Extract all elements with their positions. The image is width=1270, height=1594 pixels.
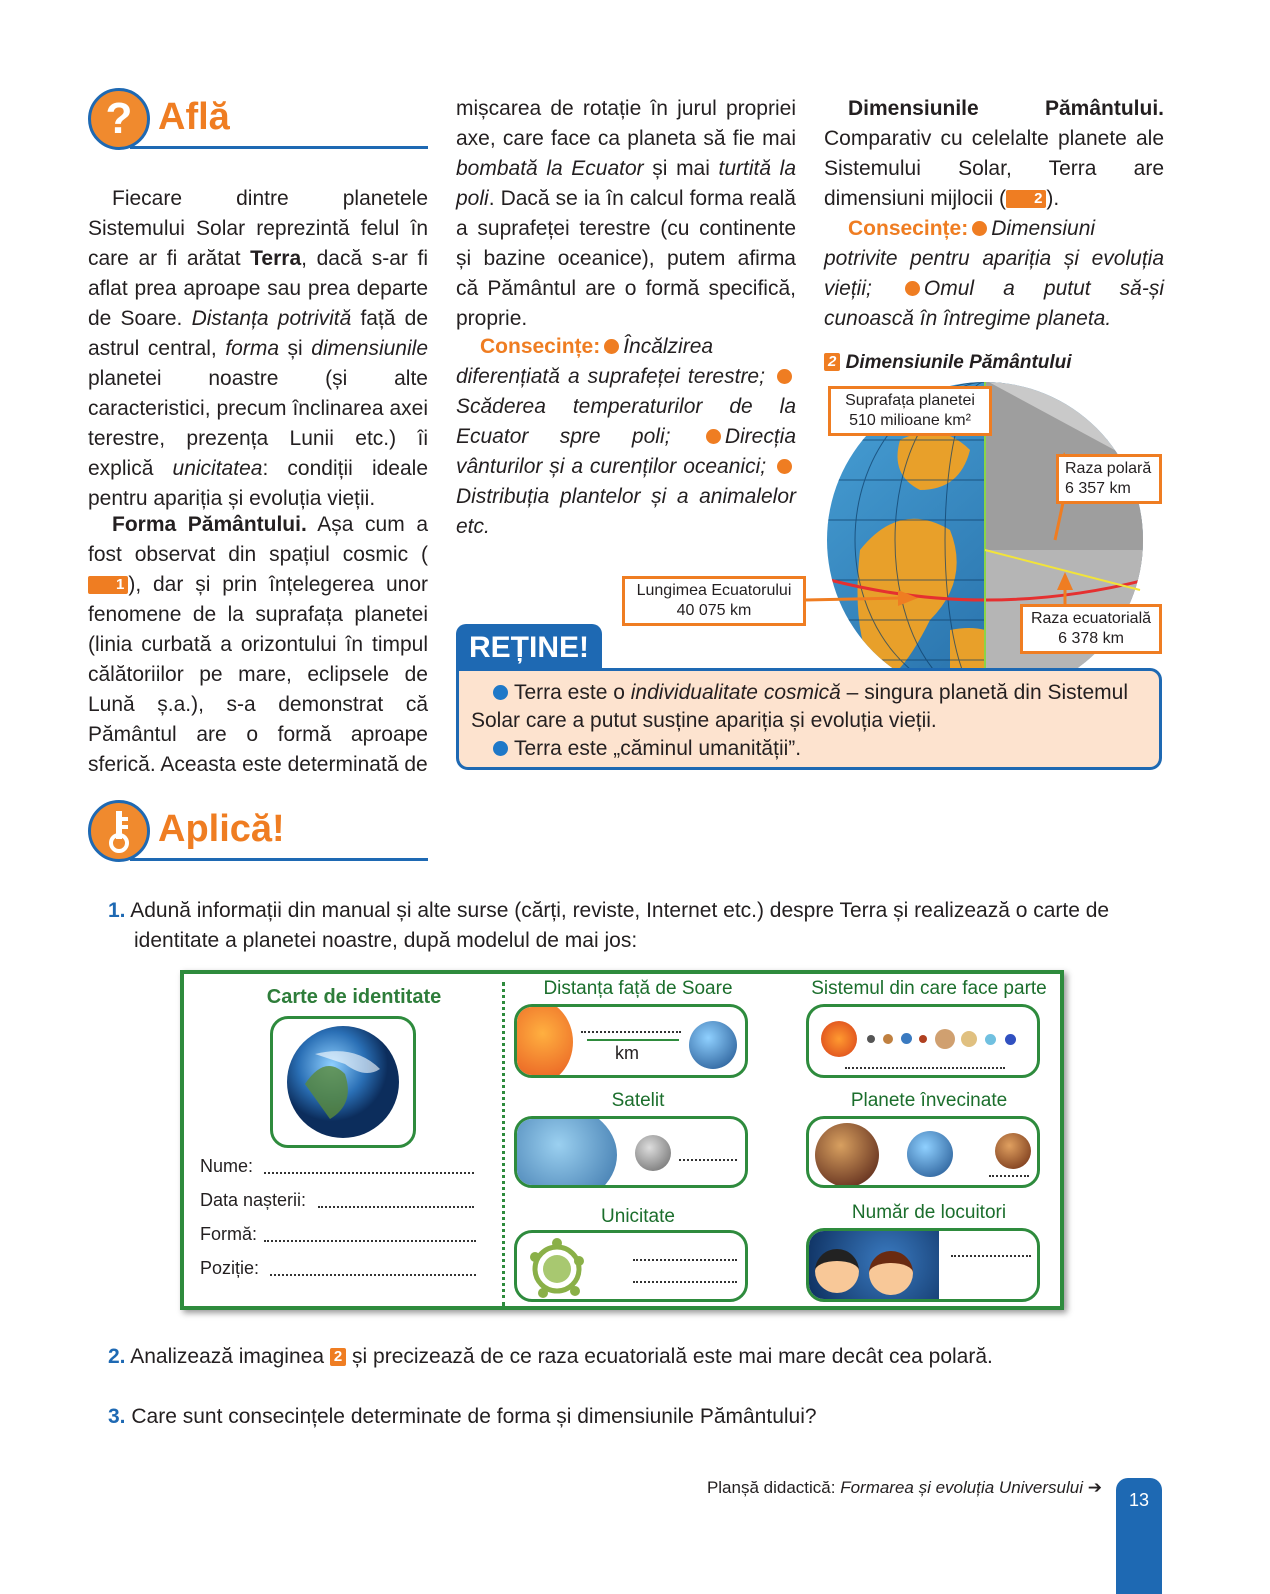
afla-paragraph-1: Fiecare dintre planetele Sistemului Solar reprezintă felul în care ar fi arătat Terra, dacă s-ar fi aflat prea aproape sau prea departe de Soare. Distanța potrivită față de astrul central, forma și dimensiunile planetei noastre (și alte caracteristici, precum înclinarea axei terestre, prezența Lunii etc.) îi explică unicitatea: condiții ideale pentru apariția și evoluția vieții.: [88, 187, 429, 510]
uniqueness-slot: [514, 1230, 748, 1302]
figure-2-caption: 2 Dimensiunile Pământului: [824, 352, 1072, 374]
retine-box: Terra este o individualitate cosmică – singura planetă din Sistemul Solar care a putut susține apariția și evoluția vieții. Terra este „căminul umanității”.: [456, 668, 1162, 770]
mars-icon: [995, 1133, 1031, 1169]
figure-ref-badge: 1: [88, 576, 128, 594]
field-nume-blank: [264, 1172, 474, 1174]
question-3: 3. Care sunt consecințele determinate de forma și dimensiunile Pământului?: [108, 1405, 817, 1428]
earth-photo-slot: [270, 1016, 416, 1148]
section-title-aplica: Aplică!: [158, 808, 285, 850]
sun-icon: [821, 1021, 857, 1057]
retine-title: REȚINE!: [456, 624, 602, 672]
earth-icon: [689, 1021, 737, 1069]
question-1: 1. Adună informații din manual și alte surse (cărți, reviste, Internet etc.) despre Terra și realizează o carte de identitate a planetei noastre, după modelul de mai jos:: [108, 899, 1110, 952]
id-card-title: Carte de identitate: [266, 986, 442, 1008]
earth-icon: [907, 1131, 953, 1177]
card-divider: [502, 982, 505, 1306]
uniqueness-label: Unicitate: [601, 1206, 675, 1227]
system-label: Sistemul din care face parte: [811, 978, 1047, 999]
dimensions-consequences: Consecințe: Dimensiuni potrivite pentru apariția și evoluția vieții; Omul a putut să-și cunoască în întregime planeta.: [824, 217, 1164, 330]
field-nume-label: Nume:: [200, 1156, 254, 1176]
arrow-right-icon: ➔: [1087, 1478, 1102, 1497]
sun-icon: [514, 1004, 573, 1078]
afla-paragraph-forma: Forma Pământului. Așa cum a fost observat din spațiul cosmic (1 ), dar și prin înțelegerea unor fenomene de la suprafața planetei (linia curbată a orizontului în timpul călătoriilor pe mare, eclipsele de Lună ș.a.), s-a demonstrat că Pământul are o formă aproape sferică. Aceasta este determinată de: [88, 513, 429, 776]
question-icon: ?: [88, 88, 150, 150]
child-boy-icon: [815, 1249, 859, 1293]
dimensions-paragraph: Dimensiunile Pământului. Comparativ cu celelalte planete ale Sistemului Solar, Terra are dimensiuni mijlocii ( 2 ).: [824, 97, 1164, 210]
moon-icon: [635, 1135, 671, 1171]
population-slot: [806, 1228, 1040, 1302]
callout-equator-length: Lungimea Ecuatorului 40 075 km: [622, 576, 806, 626]
satellite-slot: [514, 1116, 748, 1188]
distance-slot: [514, 1004, 748, 1078]
forma-consequences: Consecințe: Încălzirea diferențiată a suprafeței terestre; Scăderea temperaturilor de la Ecuator spre poli; Direcția vânturilor și a curenților oceanici; Distribuția plantelor și a animalelor etc.: [456, 335, 796, 538]
earth-icon: [285, 1024, 401, 1140]
footer-plansa-link[interactable]: Planșă didactică: Formarea și evoluția Universului ➔: [706, 1478, 1102, 1497]
field-position-label: Poziție:: [200, 1258, 260, 1278]
figure-ref-badge: 2: [330, 1348, 346, 1366]
section-rule: [130, 146, 428, 149]
identity-card-template: [180, 970, 1064, 1310]
neighbors-label: Planete învecinate: [850, 1090, 1008, 1111]
afla-paragraph-col2: mișcarea de rotație în jurul propriei axe, care face ca planeta să fie mai bombată la Ecuator și mai turtită la poli. Dacă se ia în calcul forma reală a suprafeței terestre (cu continente și bazine oceanice), putem afirma că Pământul are o formă specifică, proprie.: [456, 97, 796, 330]
figure-ref-badge: 2: [1006, 190, 1046, 208]
neighbor-planets-slot: [806, 1116, 1040, 1188]
satellite-label: Satelit: [611, 1090, 665, 1111]
field-shape-label: Formă:: [200, 1224, 258, 1244]
callout-surface: Suprafața planetei 510 milioane km²: [828, 386, 992, 436]
field-birth-label: Data nașterii:: [200, 1190, 307, 1210]
child-girl-icon: [869, 1251, 913, 1295]
distance-label: Distanța față de Soare: [543, 978, 733, 999]
distance-unit: km: [615, 1043, 639, 1063]
page-number: 13: [1116, 1478, 1162, 1594]
solar-system-slot: [806, 1004, 1040, 1078]
key-icon: [88, 800, 150, 862]
field-shape-blank: [264, 1240, 476, 1242]
callout-equatorial-radius: Raza ecuatorială 6 378 km: [1020, 604, 1162, 654]
section-title-afla: Află: [158, 96, 230, 138]
venus-icon: [815, 1123, 879, 1187]
field-position-blank: [270, 1274, 476, 1276]
callout-polar-radius: Raza polară 6 357 km: [1056, 454, 1162, 504]
population-label: Număr de locuitori: [851, 1202, 1007, 1223]
question-2: 2. Analizează imaginea 2 și precizează de ce raza ecuatorială este mai mare decât cea polară.: [108, 1345, 993, 1368]
green-earth-icon: [525, 1237, 589, 1301]
section-rule: [130, 858, 428, 861]
field-birth-blank: [318, 1206, 474, 1208]
earth-icon: [514, 1116, 617, 1188]
distance-arrow: [587, 1039, 679, 1041]
